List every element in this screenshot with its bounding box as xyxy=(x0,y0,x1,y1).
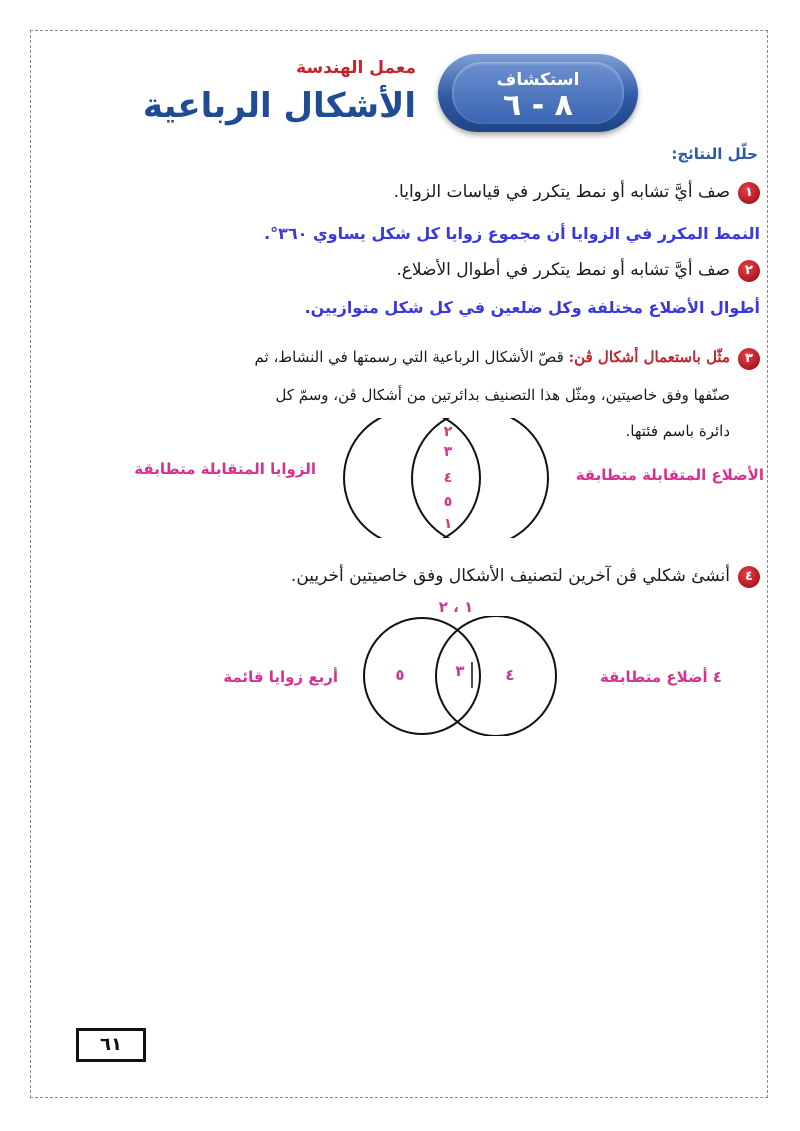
question-2-number-icon: ٢ xyxy=(738,260,760,282)
lesson-badge-inner xyxy=(452,62,624,124)
venn2-left-only-number: ٤ xyxy=(505,666,515,684)
question-3-line1 xyxy=(255,348,730,366)
badge-number: ٨ - ٦ xyxy=(503,88,573,123)
venn1-top-number: ٢ xyxy=(443,424,453,440)
venn1-intersection-number: ٣ xyxy=(443,444,453,460)
venn2-right-only-number: ٥ xyxy=(395,666,405,684)
question-3-number-icon: ٣ xyxy=(738,348,760,370)
question-1-number-icon: ١ xyxy=(738,182,760,204)
question-2-text: صف أيَّ تشابه أو نمط يتكرر في أطوال الأضلاع. xyxy=(396,260,730,280)
venn2-right-label: أربع زوايا قائمة xyxy=(223,668,338,686)
question-3-line2: صنّفها وفق خاصيتين، ومثّل هذا التصنيف بدائرتين من أشكال ڤن، وسمّ كل xyxy=(275,386,730,404)
page-title: الأشكال الرباعية xyxy=(142,86,416,126)
question-4-text: أنشئ شكلي ڤن آخرين لتصنيف الأشكال وفق خاصيتين أخريين. xyxy=(290,566,730,586)
answer-2-text: أطوال الأضلاع مختلفة وكل ضلعين في كل شكل متوازيين. xyxy=(304,298,760,317)
question-3-lead: مثّل باستعمال أشكال ڤن: xyxy=(568,348,730,366)
question-3-line1-text: قصّ الأشكال الرباعية التي رسمتها في النشاط، ثم xyxy=(254,348,564,366)
answer-1-text: النمط المكرر في الزوايا أن مجموع زوايا كل شكل يساوي ٣٦٠°. xyxy=(264,224,760,243)
venn1-intersection-number: ٤ xyxy=(443,470,453,486)
question-1-text: صف أيَّ تشابه أو نمط يتكرر في قياسات الزوايا. xyxy=(393,182,730,202)
lesson-badge xyxy=(438,54,638,132)
question-4-number-icon: ٤ xyxy=(738,566,760,588)
venn2-top-numbers: ١ ، ٢ xyxy=(438,598,474,616)
venn1-left-label: الأضلاع المتقابلة متطابقة xyxy=(575,466,764,484)
venn2-left-label: ٤ أضلاع متطابقة xyxy=(599,668,722,686)
page-number: ٦١ xyxy=(76,1028,146,1062)
venn1-bottom-number: ١ xyxy=(443,516,453,532)
badge-label: استكشاف xyxy=(496,70,580,90)
analyze-heading: حلّل النتائج: xyxy=(671,145,758,163)
lab-title: معمل الهندسة xyxy=(296,58,416,78)
venn2-intersection-number: ٣ xyxy=(455,662,465,680)
question-3-line3: دائرة باسم فئتها. xyxy=(625,422,730,440)
venn1-intersection-number: ٥ xyxy=(443,494,453,510)
venn1-right-label: الزوايا المتقابلة متطابقة xyxy=(134,460,316,478)
